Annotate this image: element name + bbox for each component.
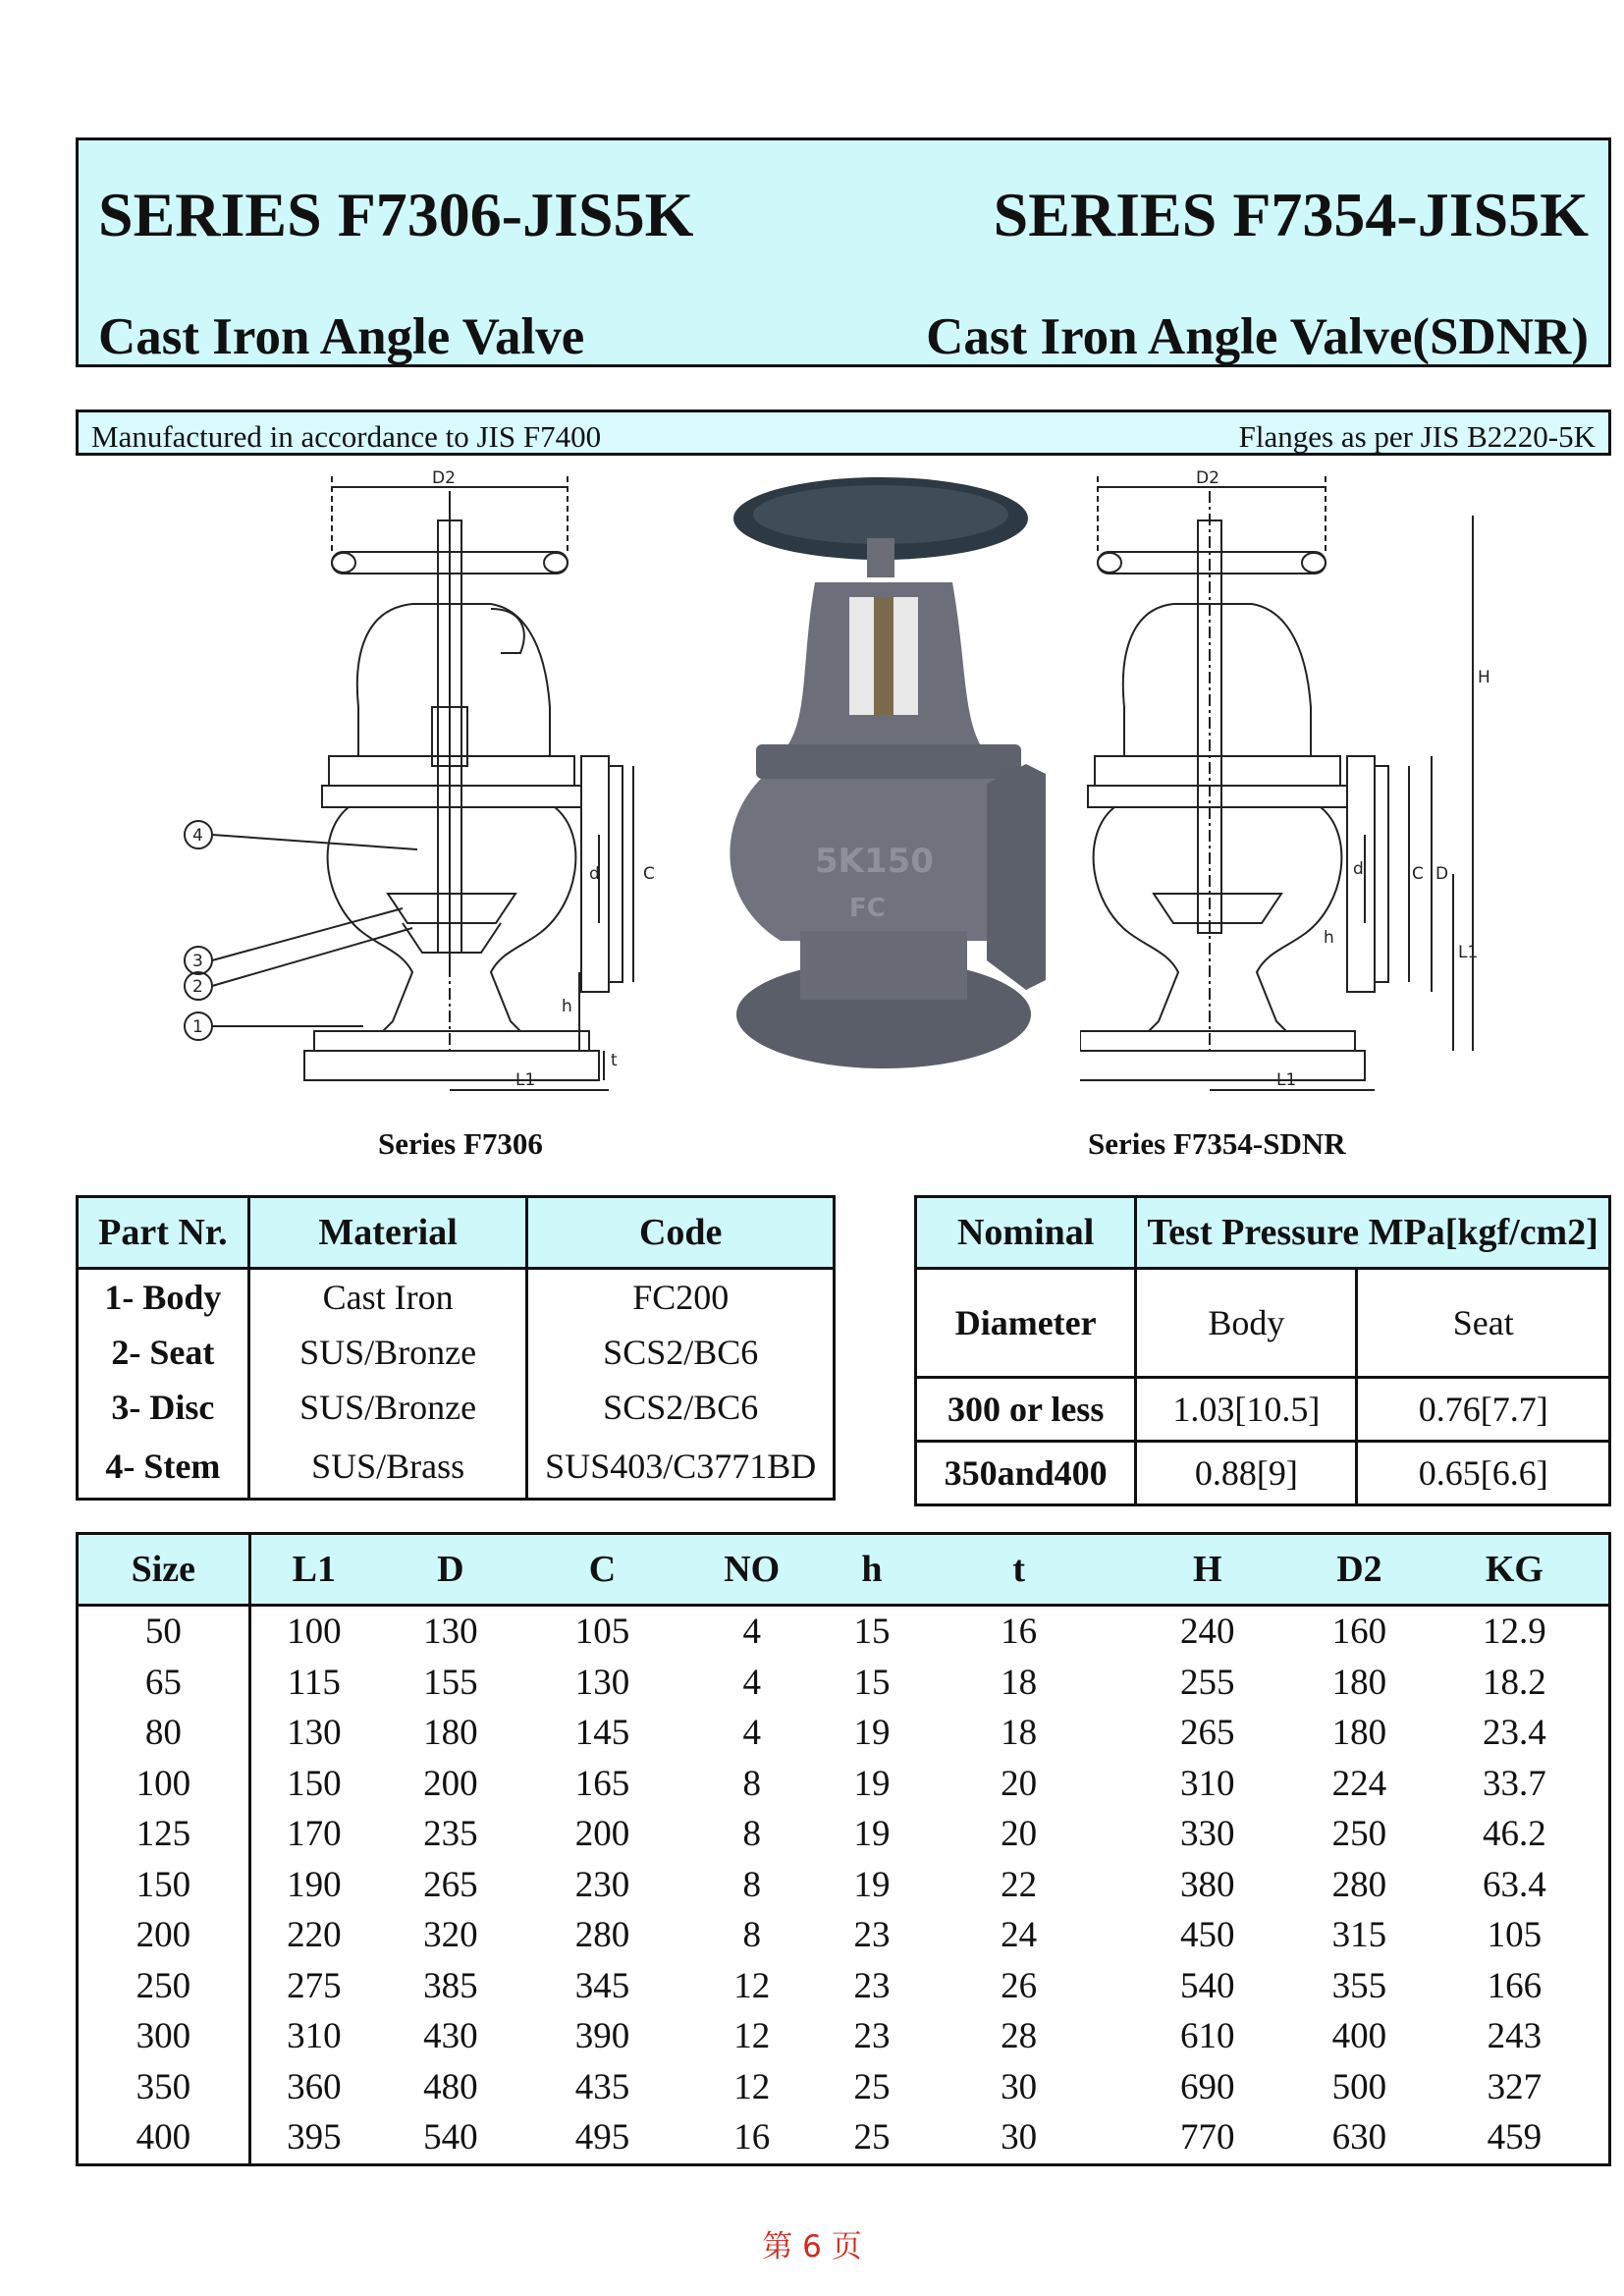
table-cell: 385	[423, 1965, 478, 2006]
table-cell: 80	[78, 1708, 250, 1759]
table-cell: 275	[287, 1965, 342, 2006]
table-cell: 540	[1179, 1965, 1235, 2006]
table-cell: 500	[1331, 2066, 1387, 2107]
table-cell: 265	[1179, 1713, 1235, 1754]
table-cell: 610	[1179, 2016, 1235, 2057]
table-cell: 30	[1001, 2066, 1038, 2107]
f7306-technical-drawing	[167, 462, 697, 1100]
right-series-title: SERIES F7354-JIS5K	[993, 180, 1589, 249]
part-number: 3- Disc	[78, 1380, 249, 1435]
table-cell: 50	[78, 1606, 250, 1658]
column-header: Code	[527, 1197, 835, 1269]
table-cell: 480	[423, 2066, 478, 2107]
table-cell: 165	[574, 1763, 630, 1804]
table-cell: 166	[1421, 1961, 1610, 2012]
table-cell: 400	[1331, 2016, 1387, 2057]
table-cell: 435	[574, 2066, 630, 2107]
table-cell: 18	[1001, 1662, 1038, 1703]
column-header: Material	[248, 1197, 527, 1269]
table-cell: 350	[78, 2062, 250, 2113]
svg-text:L1: L1	[515, 1070, 536, 1090]
table-cell: 19	[853, 1713, 891, 1754]
test-pressure-table	[914, 1195, 1611, 1506]
seat-pressure: 0.65[6.6]	[1357, 1442, 1610, 1505]
page-number: 第 6 页	[762, 2229, 862, 2265]
table-row	[78, 2112, 1610, 2164]
table-cell: 630	[1298, 2112, 1421, 2164]
svg-text:FC: FC	[849, 894, 886, 923]
table-cell: 105	[574, 1612, 630, 1653]
table-cell: 250	[78, 1961, 250, 2012]
column-header: C	[524, 1534, 681, 1606]
table-cell: 180	[1331, 1662, 1387, 1703]
table-cell: 24	[1001, 1915, 1038, 1956]
column-header: t	[921, 1534, 1117, 1606]
table-cell: 65	[78, 1658, 250, 1709]
seat-label: Seat	[1357, 1269, 1610, 1378]
table-cell: 26	[1001, 1965, 1038, 2006]
table-cell: 28	[1001, 2016, 1038, 2057]
table-subheader-row	[916, 1269, 1610, 1378]
table-cell: 400	[78, 2112, 250, 2164]
table-cell: 450	[1179, 1915, 1235, 1956]
diameter-label: Diameter	[916, 1269, 1136, 1378]
svg-text:2: 2	[192, 977, 203, 997]
column-header: H	[1116, 1534, 1298, 1606]
table-cell: 459	[1421, 2112, 1610, 2164]
svg-text:d: d	[1353, 859, 1364, 879]
table-cell: 380	[1179, 1864, 1235, 1905]
column-header: Size	[78, 1534, 250, 1606]
table-header-row	[78, 1534, 1610, 1606]
svg-text:C: C	[643, 864, 655, 884]
table-row	[78, 1435, 835, 1500]
table-row	[78, 1269, 835, 1326]
table-cell: 230	[574, 1864, 630, 1905]
column-header: D	[377, 1534, 524, 1606]
table-row	[78, 1708, 1610, 1759]
body-label: Body	[1136, 1269, 1357, 1378]
table-row	[78, 1961, 1610, 2012]
svg-text:5K150: 5K150	[815, 842, 934, 881]
table-cell: 25	[823, 2112, 921, 2164]
material: SUS/Brass	[248, 1435, 527, 1500]
diameter-value: 350and400	[916, 1442, 1136, 1505]
table-cell: 33.7	[1421, 1759, 1610, 1810]
table-cell: 130	[287, 1713, 342, 1754]
table-cell: 16	[1001, 1612, 1038, 1653]
material-code: SCS2/BC6	[527, 1325, 835, 1380]
table-cell: 46.2	[1421, 1809, 1610, 1860]
table-row	[78, 1380, 835, 1435]
part-number: 2- Seat	[78, 1325, 249, 1380]
table-cell: 220	[287, 1915, 342, 1956]
column-header: Part Nr.	[78, 1197, 249, 1269]
table-cell: 20	[1001, 1763, 1038, 1804]
valve-photo	[722, 469, 1075, 1073]
table-cell: 355	[1331, 1965, 1387, 2006]
table-cell: 310	[1179, 1763, 1235, 1804]
svg-text:H: H	[1478, 668, 1490, 687]
manufacturing-standard: Manufactured in accordance to JIS F7400	[91, 419, 602, 454]
table-cell: 4	[742, 1612, 761, 1653]
table-cell: 150	[287, 1763, 342, 1804]
diameter-value: 300 or less	[916, 1378, 1136, 1442]
table-cell: 115	[287, 1662, 341, 1703]
table-cell: 125	[78, 1809, 250, 1860]
table-cell: 255	[1179, 1662, 1235, 1703]
table-cell: 770	[1116, 2112, 1298, 2164]
svg-text:D: D	[1435, 864, 1449, 884]
parts-materials-table	[76, 1195, 836, 1501]
table-cell: 300	[78, 2011, 250, 2062]
table-cell: 200	[78, 1910, 250, 1961]
table-row	[78, 1860, 1610, 1911]
table-cell: 200	[574, 1814, 630, 1855]
nominal-header: Nominal	[916, 1197, 1136, 1269]
test-pressure-header: Test Pressure MPa[kgf/cm2]	[1136, 1197, 1610, 1269]
material: Cast Iron	[248, 1269, 527, 1326]
table-row	[78, 2011, 1610, 2062]
table-row	[78, 2062, 1610, 2113]
table-cell: 100	[78, 1759, 250, 1810]
table-cell: 15	[853, 1662, 891, 1703]
table-cell: 495	[524, 2112, 681, 2164]
table-cell: 19	[853, 1864, 891, 1905]
table-cell: 12.9	[1421, 1606, 1610, 1658]
table-cell: 15	[853, 1612, 891, 1653]
table-cell: 395	[249, 2112, 377, 2164]
svg-text:t: t	[611, 1051, 618, 1070]
table-cell: 16	[680, 2112, 823, 2164]
table-cell: 240	[1179, 1612, 1235, 1653]
table-cell: 63.4	[1421, 1860, 1610, 1911]
table-cell: 25	[853, 2066, 891, 2107]
table-cell: 160	[1331, 1612, 1387, 1653]
table-cell: 265	[423, 1864, 478, 1905]
table-row	[916, 1378, 1610, 1442]
table-cell: 12	[733, 2016, 771, 2057]
table-cell: 330	[1179, 1814, 1235, 1855]
table-cell: 360	[287, 2066, 342, 2107]
table-row	[78, 1658, 1610, 1709]
table-cell: 315	[1331, 1915, 1387, 1956]
right-figure-caption: Series F7354-SDNR	[1088, 1126, 1346, 1161]
table-cell: 23	[853, 1915, 891, 1956]
body-pressure: 1.03[10.5]	[1136, 1378, 1357, 1442]
flange-standard: Flanges as per JIS B2220-5K	[1238, 419, 1596, 454]
table-cell: 23	[853, 1965, 891, 2006]
table-cell: 22	[1001, 1864, 1038, 1905]
table-cell: 18.2	[1421, 1658, 1610, 1709]
table-row	[78, 1809, 1610, 1860]
left-series-title: SERIES F7306-JIS5K	[98, 180, 694, 249]
table-row	[78, 1606, 1610, 1658]
material: SUS/Bronze	[248, 1325, 527, 1380]
table-cell: 12	[733, 2066, 771, 2107]
svg-text:D2: D2	[1196, 468, 1219, 488]
table-row	[916, 1442, 1610, 1505]
svg-text:L1: L1	[1458, 943, 1479, 962]
column-header: h	[823, 1534, 921, 1606]
table-cell: 320	[423, 1915, 478, 1956]
svg-text:L1: L1	[1276, 1070, 1297, 1090]
body-pressure: 0.88[9]	[1136, 1442, 1357, 1505]
table-header-row	[916, 1197, 1610, 1269]
table-cell: 20	[1001, 1814, 1038, 1855]
table-cell: 690	[1179, 2066, 1235, 2107]
left-figure-caption: Series F7306	[378, 1126, 543, 1161]
svg-text:1: 1	[192, 1017, 203, 1037]
right-series-subtitle: Cast Iron Angle Valve(SDNR)	[926, 308, 1589, 365]
table-cell: 155	[423, 1662, 478, 1703]
table-cell: 235	[423, 1814, 478, 1855]
material-code: SCS2/BC6	[527, 1380, 835, 1435]
svg-text:D2: D2	[432, 468, 456, 488]
table-cell: 540	[377, 2112, 524, 2164]
table-cell: 18	[1001, 1713, 1038, 1754]
table-cell: 130	[574, 1662, 630, 1703]
table-cell: 243	[1421, 2011, 1610, 2062]
table-cell: 4	[742, 1662, 761, 1703]
part-number: 1- Body	[78, 1269, 249, 1326]
column-header: KG	[1421, 1534, 1610, 1606]
svg-text:h: h	[1324, 928, 1334, 948]
seat-pressure: 0.76[7.7]	[1357, 1378, 1610, 1442]
left-series-subtitle: Cast Iron Angle Valve	[98, 308, 585, 365]
table-cell: 130	[423, 1612, 478, 1653]
table-cell: 150	[78, 1860, 250, 1911]
table-cell: 8	[742, 1763, 761, 1804]
table-cell: 190	[287, 1864, 342, 1905]
table-row	[78, 1759, 1610, 1810]
svg-text:3: 3	[192, 952, 203, 971]
table-header-row	[78, 1197, 835, 1269]
material: SUS/Bronze	[248, 1380, 527, 1435]
table-cell: 170	[287, 1814, 342, 1855]
table-cell: 280	[574, 1915, 630, 1956]
table-cell: 100	[287, 1612, 342, 1653]
table-row	[78, 1325, 835, 1380]
svg-text:h: h	[562, 997, 572, 1016]
table-cell: 23.4	[1421, 1708, 1610, 1759]
part-number: 4- Stem	[78, 1435, 249, 1500]
table-cell: 145	[574, 1713, 630, 1754]
table-cell: 19	[853, 1814, 891, 1855]
standards-bar	[76, 410, 1611, 456]
column-header: D2	[1298, 1534, 1421, 1606]
table-cell: 8	[742, 1864, 761, 1905]
table-cell: 430	[423, 2016, 478, 2057]
column-header: NO	[680, 1534, 823, 1606]
table-cell: 19	[853, 1763, 891, 1804]
table-cell: 180	[1331, 1713, 1387, 1754]
table-cell: 4	[742, 1713, 761, 1754]
table-cell: 200	[423, 1763, 478, 1804]
title-banner	[76, 137, 1611, 367]
column-header: L1	[249, 1534, 377, 1606]
table-cell: 327	[1421, 2062, 1610, 2113]
table-cell: 30	[921, 2112, 1117, 2164]
svg-text:d: d	[589, 864, 600, 884]
table-cell: 345	[574, 1965, 630, 2006]
table-cell: 224	[1331, 1763, 1387, 1804]
f7354-sdnr-technical-drawing	[1080, 462, 1610, 1100]
svg-text:C: C	[1412, 864, 1424, 884]
table-cell: 12	[733, 1965, 771, 2006]
table-cell: 180	[423, 1713, 478, 1754]
table-cell: 8	[742, 1915, 761, 1956]
dimensions-table	[76, 1532, 1611, 2166]
material-code: FC200	[527, 1269, 835, 1326]
table-cell: 280	[1331, 1864, 1387, 1905]
material-code: SUS403/C3771BD	[527, 1435, 835, 1500]
table-cell: 105	[1421, 1910, 1610, 1961]
table-cell: 8	[742, 1814, 761, 1855]
table-row	[78, 1910, 1610, 1961]
table-cell: 390	[574, 2016, 630, 2057]
svg-text:4: 4	[192, 826, 203, 846]
table-cell: 23	[853, 2016, 891, 2057]
table-cell: 310	[287, 2016, 342, 2057]
table-cell: 250	[1331, 1814, 1387, 1855]
